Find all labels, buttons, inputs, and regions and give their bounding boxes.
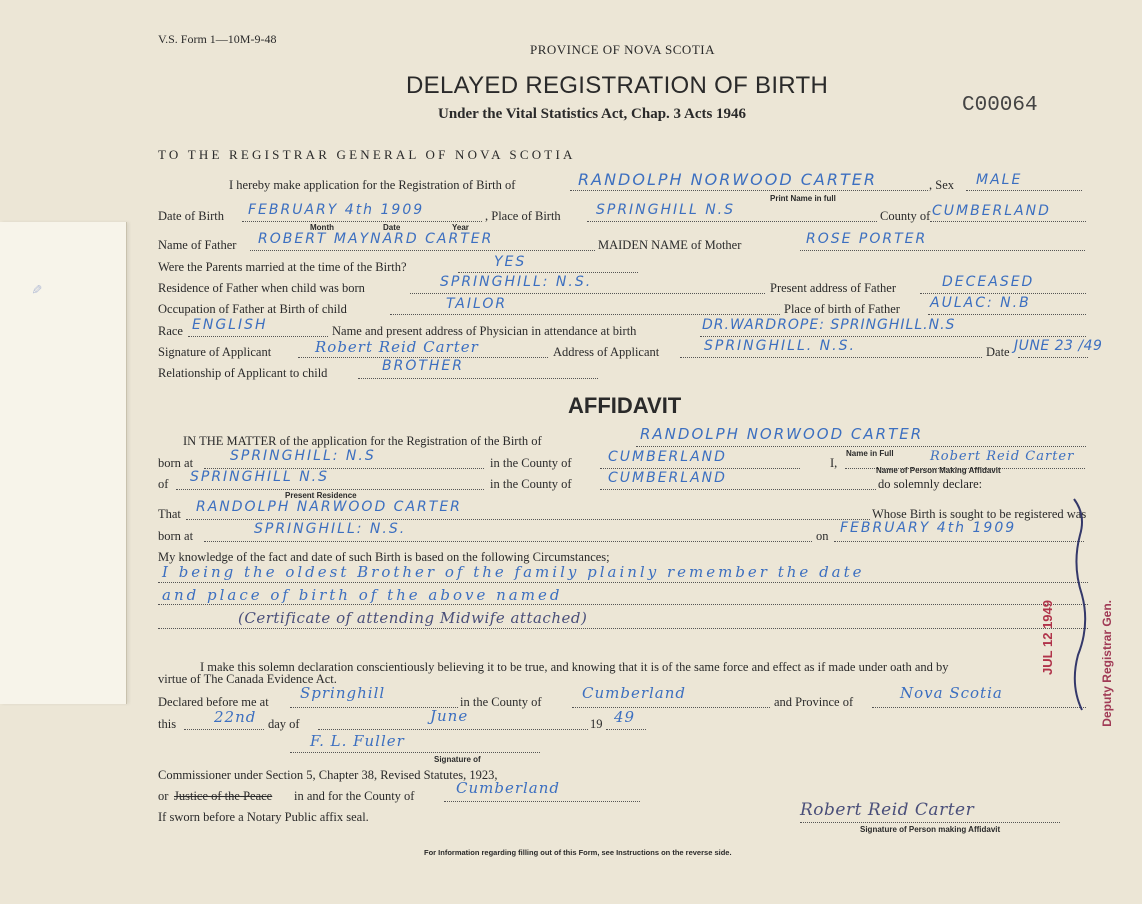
rule [186, 519, 870, 520]
county3-value: Cumberland [582, 684, 687, 702]
solemn-declaration: I make this solemn declaration conscientiously believing it to be true, and knowing that it is of the same force and effect as if made under oath and by [200, 660, 949, 674]
that-name-value: RANDOLPH NARWOOD CARTER [196, 499, 462, 515]
rule [572, 707, 770, 708]
county-label-2: in the County of [490, 477, 572, 491]
affidavit-heading: AFFIDAVIT [568, 393, 682, 418]
deponent-name: Robert Reid Carter [930, 449, 1075, 464]
declared-label: Declared before me at [158, 695, 269, 709]
rule [250, 250, 595, 251]
county-label: in the County of [490, 456, 572, 470]
circumstance-line-3: (Certificate of attending Midwife attached) [238, 609, 588, 627]
on-label: on [816, 529, 829, 543]
county-label: County of [880, 209, 931, 223]
rule [318, 729, 588, 730]
addressee: TO THE REGISTRAR GENERAL OF NOVA SCOTIA [158, 147, 576, 162]
residence-value: SPRINGHILL: N.S. [440, 274, 593, 290]
intro-label: I hereby make application for the Registration of Birth of [229, 178, 516, 192]
commissioner-signature: F. L. Fuller [310, 732, 405, 750]
affiant-signature: Robert Reid Carter [800, 800, 975, 820]
rule [358, 378, 598, 379]
race-value: ENGLISH [192, 317, 268, 333]
child-name-value: RANDOLPH NORWOOD CARTER [578, 170, 877, 189]
serial-number: C00064 [962, 94, 1038, 117]
rule [242, 221, 482, 222]
province-heading: PROVINCE OF NOVA SCOTIA [530, 42, 715, 57]
county-value-2: CUMBERLAND [608, 470, 727, 486]
notary-note: If sworn before a Notary Public affix seal. [158, 810, 369, 824]
jp-label: Justice of the Peace [174, 789, 273, 803]
received-date-stamp: JUL 12 1949 [1040, 600, 1055, 675]
occupation-label: Occupation of Father at Birth of child [158, 302, 347, 316]
relation-label: Relationship of Applicant to child [158, 366, 328, 380]
rule [570, 190, 928, 191]
circumstance-line-2: and place of birth of the above named [162, 586, 563, 604]
i-label: I, [830, 456, 838, 470]
applicant-addr-value: SPRINGHILL. N.S. [704, 338, 856, 354]
or-label: or [158, 789, 169, 803]
solemn-declaration-2: virtue of The Canada Evidence Act. [158, 672, 337, 686]
rule [834, 541, 1084, 542]
rule [410, 293, 765, 294]
rule [176, 489, 484, 490]
rule [636, 446, 1086, 447]
father-value: ROBERT MAYNARD CARTER [258, 231, 494, 247]
born-at-label-2: born at [158, 529, 194, 543]
form-code: V.S. Form 1—10M-9-48 [158, 32, 277, 46]
rule [1018, 357, 1088, 358]
rule [290, 752, 540, 753]
rule [158, 604, 1088, 605]
rule [184, 729, 264, 730]
page-title: DELAYED REGISTRATION OF BIRTH [406, 72, 829, 99]
date-value: JUNE 23 /49 [1014, 338, 1103, 354]
stub-faint-writing: ✎ [27, 284, 43, 295]
commissioner-label: Commissioner under Section 5, Chapter 38, Revised Statutes, 1923, [158, 768, 498, 782]
registrar-initials [1068, 495, 1092, 715]
father-label: Name of Father [158, 238, 237, 252]
rule [800, 822, 1060, 823]
physician-label: Name and present address of Physician in attendance at birth [332, 324, 637, 338]
rule [204, 541, 812, 542]
declared-at-value: Springhill [300, 684, 386, 702]
sex-label: , Sex [929, 178, 954, 192]
month-value: June [430, 707, 469, 725]
year-hint: Year [452, 223, 469, 232]
date-hint: Date [383, 223, 401, 232]
knowledge-label: My knowledge of the fact and date of such Birth is based on the following Circumstances; [158, 550, 610, 564]
rule [587, 221, 877, 222]
applicant-addr-label: Address of Applicant [553, 345, 660, 359]
present-addr-value: DECEASED [942, 274, 1035, 290]
present-addr-label: Present address of Father [770, 281, 897, 295]
rule [680, 357, 982, 358]
county-value: CUMBERLAND [608, 449, 727, 465]
place-label: , Place of Birth [485, 209, 561, 223]
born-at-label: born at [158, 456, 194, 470]
this-label: this [158, 717, 177, 731]
rule [700, 336, 1086, 337]
mother-label: MAIDEN NAME of Mother [598, 238, 742, 252]
affidavit-child-name: RANDOLPH NORWOOD CARTER [640, 425, 924, 443]
print-name-hint: Print Name in full [770, 194, 836, 203]
province-label: and Province of [774, 695, 854, 709]
born-at-value: SPRINGHILL: N.S [230, 448, 376, 464]
footer-note: For Information regarding filling out of this Form, see Instructions on the reverse side. [424, 848, 732, 857]
mother-value: ROSE PORTER [806, 231, 928, 247]
affiant-hint: Name of Person Making Affidavit [876, 466, 1001, 475]
rule [188, 336, 328, 337]
rule [158, 628, 1088, 629]
rule [920, 293, 1086, 294]
born-at-value-2: SPRINGHILL: N.S. [254, 521, 407, 537]
dob-value: FEBRUARY 4th 1909 [248, 202, 425, 218]
race-label: Race [158, 324, 183, 338]
applicant-signature: Robert Reid Carter [315, 338, 479, 356]
rule [606, 729, 646, 730]
that-label: That [158, 507, 181, 521]
rule [158, 582, 1088, 583]
sig-label: Signature of Applicant [158, 345, 272, 359]
sex-value: MALE [976, 172, 1023, 188]
for-county-value: Cumberland [456, 779, 561, 797]
married-value: YES [494, 254, 527, 270]
father-birthplace-label: Place of birth of Father [784, 302, 900, 316]
rule [928, 314, 1086, 315]
occupation-value: TAILOR [446, 296, 508, 312]
whose-label: Whose Birth is sought to be registered was [872, 507, 1087, 521]
day-value: 22nd [214, 708, 257, 726]
of-place-value: SPRINGHILL N.S [190, 469, 330, 485]
of-label: of [158, 477, 169, 491]
rule [444, 801, 640, 802]
physician-value: DR.WARDROPE: SPRINGHILL.N.S [702, 317, 956, 333]
county-value: CUMBERLAND [932, 203, 1051, 219]
declare-label: do solemnly declare: [878, 477, 983, 491]
province-value: Nova Scotia [900, 684, 1003, 702]
year-value: 49 [614, 708, 636, 726]
month-hint: Month [310, 223, 334, 232]
matter-label: IN THE MATTER of the application for the Registration of the Birth of [183, 434, 542, 448]
dob-label: Date of Birth [158, 209, 224, 223]
signature-hint: Signature of [434, 755, 481, 764]
affiant-sig-hint: Signature of Person making Affidavit [860, 825, 1001, 834]
married-label: Were the Parents married at the time of the Birth? [158, 260, 407, 274]
rule [600, 489, 876, 490]
name-in-full-hint: Name in Full [846, 449, 894, 458]
for-county-label: in and for the County of [294, 789, 415, 803]
deputy-registrar-stamp: Deputy Registrar Gen. [1100, 600, 1114, 727]
day-label: day of [268, 717, 300, 731]
county3-label: in the County of [460, 695, 542, 709]
rule [800, 250, 1085, 251]
present-res-hint: Present Residence [285, 491, 357, 500]
rule [872, 707, 1086, 708]
date-label: Date [986, 345, 1010, 359]
place-value: SPRINGHILL N.S [596, 202, 736, 218]
rule [600, 468, 800, 469]
rule [458, 272, 638, 273]
on-date-value: FEBRUARY 4th 1909 [840, 520, 1017, 536]
residence-label: Residence of Father when child was born [158, 281, 365, 295]
father-birthplace-value: AULAC: N.B [930, 295, 1031, 311]
rule [390, 314, 780, 315]
page-subtitle: Under the Vital Statistics Act, Chap. 3 Acts 1946 [438, 106, 747, 122]
circumstance-line-1: I being the oldest Brother of the family plainly remember the date [162, 563, 865, 581]
rule [930, 221, 1086, 222]
relation-value: BROTHER [382, 358, 465, 374]
rule [966, 190, 1082, 191]
attached-stub-paper [0, 222, 127, 704]
year-label: 19 [590, 717, 603, 731]
